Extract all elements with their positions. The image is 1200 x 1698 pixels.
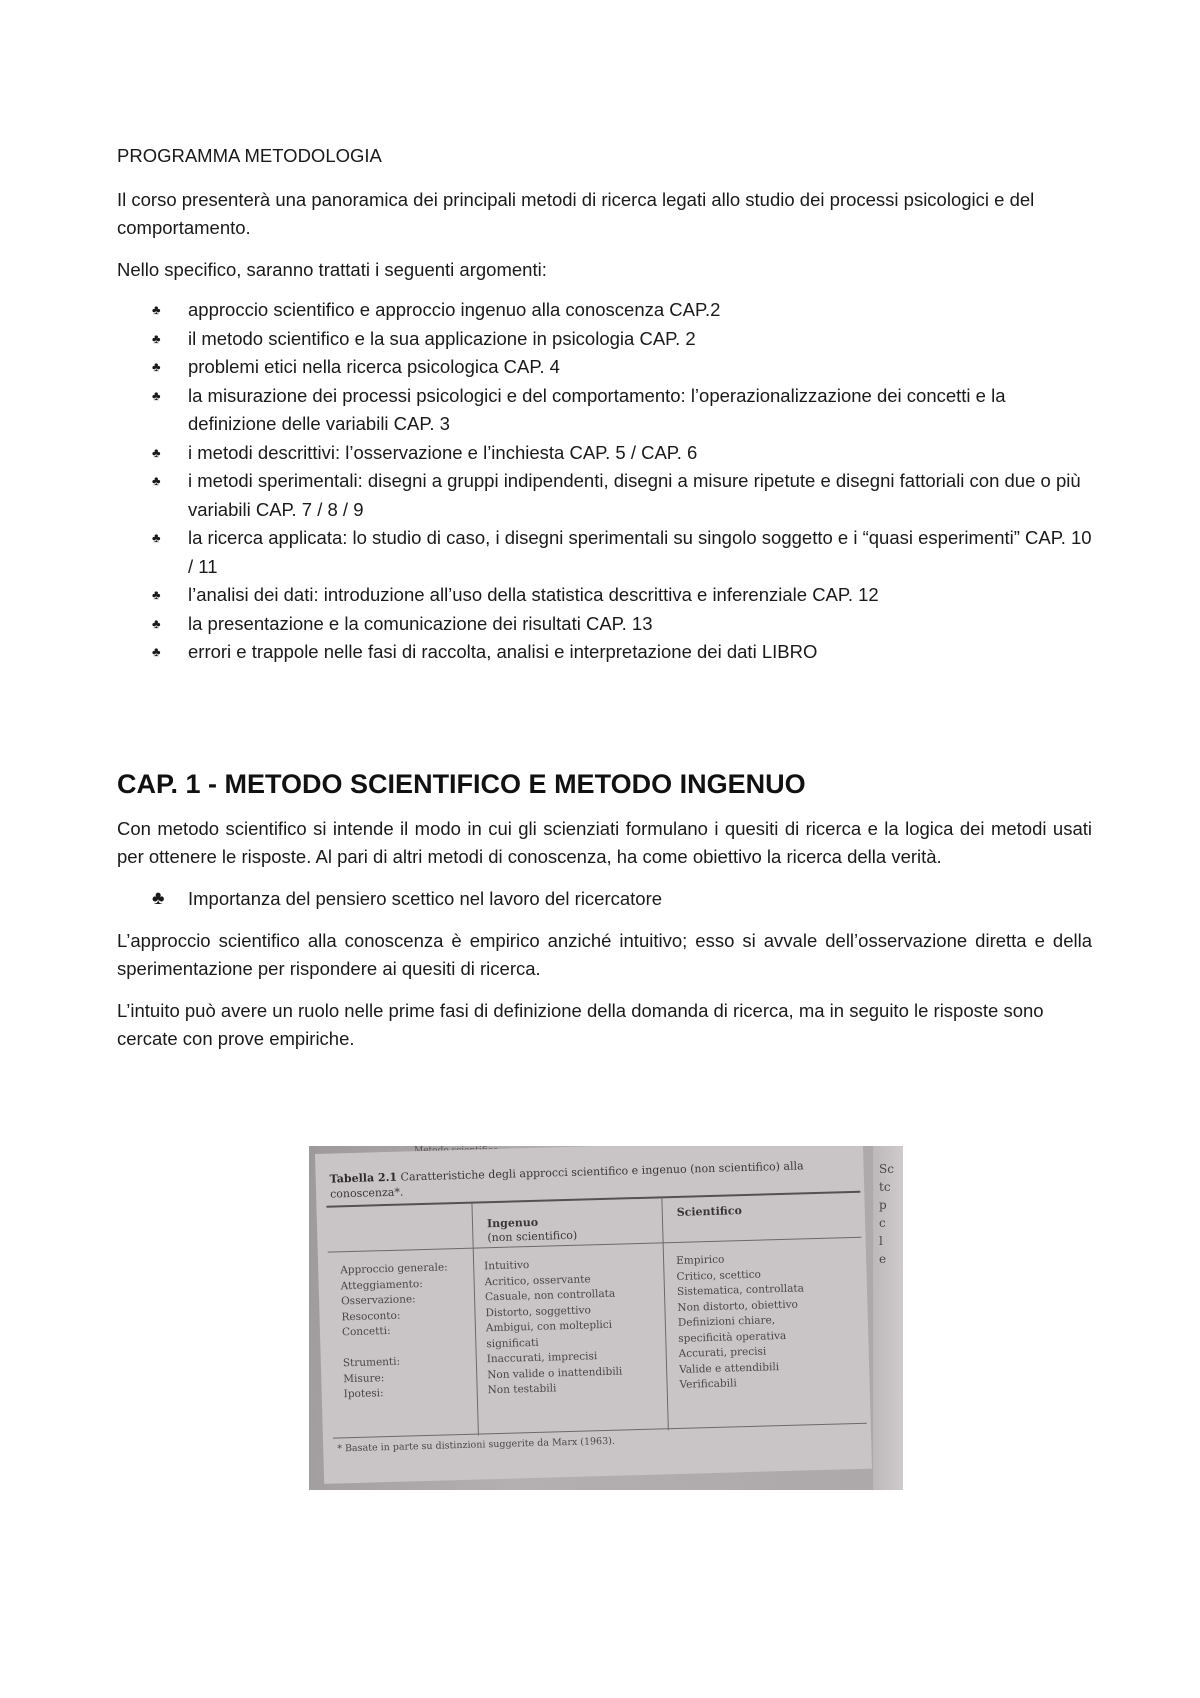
table-cell: Definizioni chiare,	[677, 1314, 776, 1329]
table-cell: Distorto, soggettivo	[485, 1303, 591, 1319]
topic-text: approccio scientifico e approccio ingenuo alla conoscenza CAP.2	[188, 299, 721, 320]
list-item	[117, 581, 1092, 610]
table-cell: Empirico	[675, 1253, 725, 1267]
topic-text: errori e trappole nelle fasi di raccolta, analisi e interpretazione dei dati LIBRO	[188, 641, 818, 662]
list-item	[117, 353, 1092, 382]
side-fragment: l	[879, 1234, 883, 1248]
club-bullet-icon: ♣	[152, 587, 161, 602]
chapter-paragraph: L’approccio scientifico alla conoscenza è empirico anziché intuitivo; esso si avvale dell’osservazione diretta e della sperimentazione per rispondere ai quesiti di ricerca.	[117, 929, 1092, 979]
table-cell: Ambigui, con molteplici	[485, 1318, 613, 1335]
row-label: Approccio generale:	[340, 1261, 448, 1277]
list-item	[117, 638, 1092, 667]
club-bullet-icon: ♣	[152, 302, 161, 317]
club-bullet-icon: ♣	[152, 359, 161, 374]
club-bullet-icon: ♣	[152, 473, 161, 488]
table-cell: Inaccurati, imprecisi	[486, 1350, 598, 1366]
side-fragment: p	[879, 1198, 887, 1212]
document-page	[117, 142, 1092, 1067]
table-cell: Non distorto, obiettivo	[677, 1298, 799, 1314]
club-bullet-icon: ♣	[152, 887, 165, 909]
topic-text: la ricerca applicata: lo studio di caso, i disegni sperimentali su singolo soggetto e i “quasi esperimenti” CAP. 10 / 11	[188, 527, 1092, 577]
table-cell: Acritico, osservante	[484, 1272, 591, 1288]
side-fragment: e	[879, 1252, 887, 1266]
table-cell: Intuitivo	[484, 1259, 530, 1273]
program-intro: Il corso presenterà una panoramica dei principali metodi di ricerca legati allo studio dei processi psicologici e del comportamento.	[117, 189, 1035, 238]
table-cell: Critico, scettico	[676, 1268, 762, 1283]
topics-list	[117, 296, 1092, 667]
table-cell: Sistematica, controllata	[676, 1282, 805, 1298]
row-label: Strumenti:	[342, 1355, 401, 1370]
ingenuo-column	[484, 1256, 623, 1399]
topic-text: l’analisi dei dati: introduzione all’uso della statistica descrittiva e inferenziale CAP. 12	[188, 584, 879, 605]
side-fragment: c	[879, 1216, 886, 1230]
club-bullet-icon: ♣	[152, 444, 161, 460]
list-item	[117, 382, 1092, 439]
table-cell: Non valide o inattendibili	[487, 1365, 623, 1381]
topic-text: la presentazione e la comunicazione dei risultati CAP. 13	[188, 612, 653, 634]
chapter-intro: Con metodo scientifico si intende il modo in cui gli scienziati formulano i quesiti di ricerca e la logica dei metodi usati per ottenere le risposte. Al pari di altri metodi di conoscenza, ha come obiettivo la ricerca della verità.	[117, 817, 1092, 867]
table-cell: significati	[486, 1336, 539, 1350]
topic-text: i metodi sperimentali: disegni a gruppi indipendenti, disegni a misure ripetute e disegni fattoriali con due o più variabili CAP. 7 / 8 / 9	[188, 470, 1081, 520]
table-cell: Non testabili	[487, 1382, 557, 1397]
header-ingenuo-label: Ingenuo	[486, 1215, 539, 1231]
table-column-divider	[471, 1204, 478, 1436]
table-footnote: * Basate in parte su distinzioni suggerite da Marx (1963).	[337, 1435, 616, 1455]
topic-text: i metodi descrittivi: l’osservazione e l’inchiesta CAP. 5 / CAP. 6	[188, 441, 698, 463]
row-labels-column	[340, 1260, 451, 1402]
topic-text: il metodo scientifico e la sua applicazione in psicologia CAP. 2	[188, 327, 696, 349]
header-ingenuo	[487, 1215, 578, 1245]
table-cell: Verificabili	[679, 1377, 737, 1391]
program-title: PROGRAMMA METODOLOGIA	[117, 145, 382, 166]
table-paper	[315, 1146, 872, 1484]
table-caption-label: Tabella 2.1	[329, 1170, 398, 1186]
subheading-text: Importanza del pensiero scettico nel lavoro del ricercatore	[188, 887, 663, 909]
topic-text: la misurazione dei processi psicologici e del comportamento: l’operazionalizzazione dei concetti e la definizione delle variabili CAP. 3	[188, 384, 1006, 434]
row-label: Osservazione:	[340, 1293, 416, 1308]
table-caption-text: Caratteristiche degli approcci scientifico e ingenuo (non scientifico) alla conoscenza*.	[329, 1159, 804, 1201]
scientifico-column	[676, 1250, 807, 1393]
row-label: Resoconto:	[341, 1309, 401, 1323]
side-fragment: tc	[879, 1180, 891, 1194]
topic-text: problemi etici nella ricerca psicologica CAP. 4	[188, 356, 560, 377]
table-column-divider	[661, 1198, 668, 1430]
table-cell: Accurati, precisi	[678, 1345, 767, 1360]
header-scientifico: Scientifico	[676, 1204, 743, 1219]
row-label: Atteggiamento:	[340, 1277, 423, 1292]
club-bullet-icon: ♣	[152, 530, 161, 545]
list-item	[117, 524, 1092, 581]
row-label: Misure:	[343, 1371, 385, 1385]
topics-lead: Nello specifico, saranno trattati i seguenti argomenti:	[117, 259, 547, 280]
club-bullet-icon: ♣	[152, 330, 161, 346]
club-bullet-icon: ♣	[152, 615, 161, 631]
list-item	[117, 467, 1092, 524]
side-fragment: Sc	[879, 1162, 894, 1176]
chapter-subheading	[117, 885, 1092, 913]
list-item	[117, 325, 1092, 354]
club-bullet-icon: ♣	[152, 644, 161, 659]
list-item	[117, 296, 1092, 325]
textbook-table-photo	[309, 1146, 903, 1490]
club-bullet-icon: ♣	[152, 387, 161, 403]
list-item	[117, 439, 1092, 468]
row-label: Ipotesi:	[343, 1387, 384, 1401]
photo-side-page	[873, 1146, 903, 1490]
table-cell: specificità operativa	[678, 1329, 787, 1345]
row-label: Concetti:	[341, 1324, 391, 1339]
table-cell: Casuale, non controllata	[484, 1287, 616, 1304]
table-cell: Valide e attendibili	[678, 1360, 780, 1376]
chapter-paragraph: L’intuito può avere un ruolo nelle prime fasi di definizione della domanda di ricerca, ma in seguito le risposte sono cercate con prove empiriche.	[117, 999, 1044, 1049]
header-ingenuo-sub: (non scientifico)	[487, 1228, 578, 1245]
list-item	[117, 610, 1092, 639]
chapter-heading: CAP. 1 - METODO SCIENTIFICO E METODO INGENUO	[117, 768, 806, 799]
